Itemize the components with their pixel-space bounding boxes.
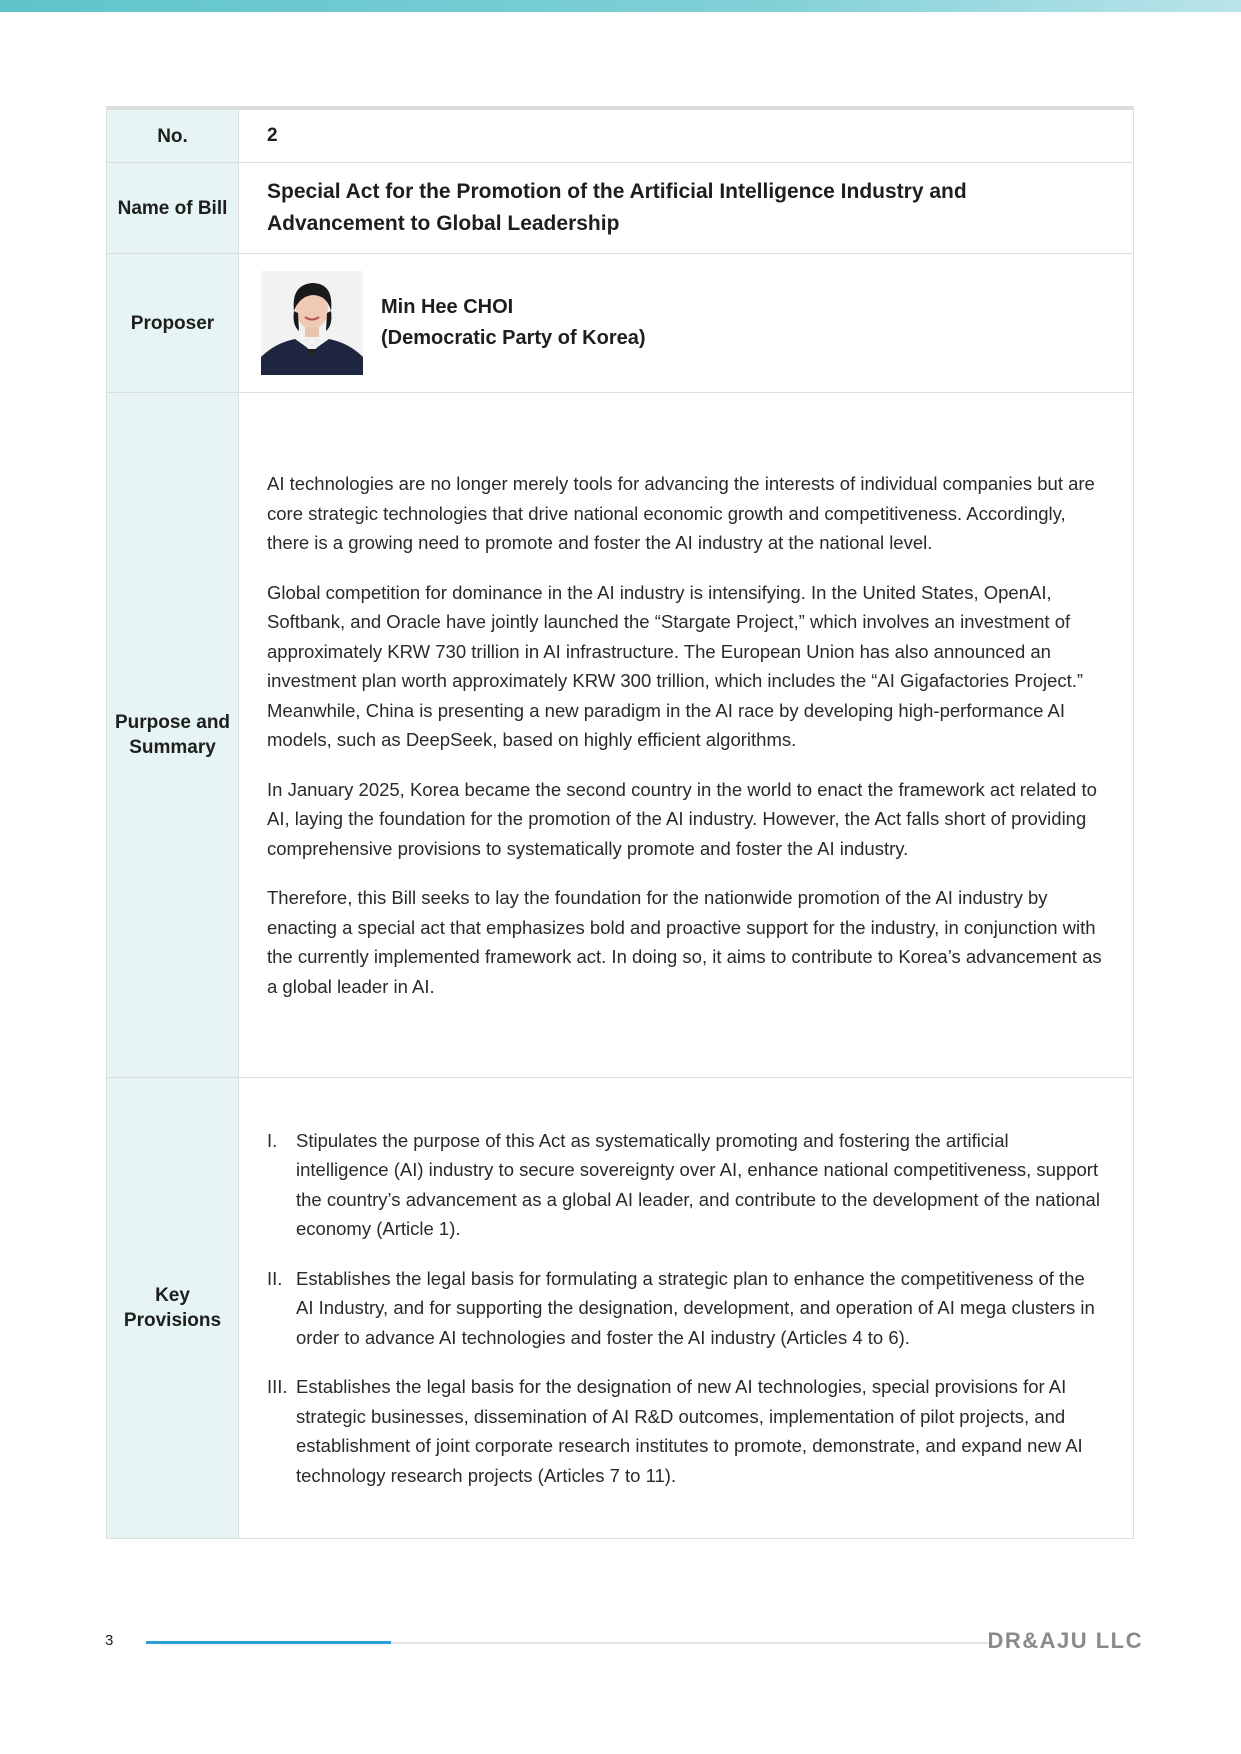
row-bill-name (107, 163, 1134, 254)
provision-number: I. (267, 1129, 278, 1151)
key-provisions-label: Key Provisions (107, 1078, 239, 1539)
number-label: No. (107, 108, 239, 163)
proposer-cell (239, 254, 1134, 393)
provision-item (267, 1126, 1105, 1244)
provision-text: Stipulates the purpose of this Act as systematically promoting and fostering the artificial intelligence (AI) industry to secure sovereignty over AI, enhance national competitiveness, support the country’s advancement as a global AI leader, and contribute to the development of the national economy (Article 1). (296, 1129, 1100, 1240)
bill-table (106, 106, 1134, 1539)
purpose-paragraph: AI technologies are no longer merely tools for advancing the interests of individual companies but are core strategic technologies that drive national economic growth and competitiveness. Accordingly, there is a growing need to promote and foster the AI industry at the national level. (267, 473, 1095, 553)
provision-number: II. (267, 1267, 283, 1289)
purpose-paragraph: Global competition for dominance in the AI industry is intensifying. In the United States, OpenAI, Softbank, and Oracle have jointly launched the “Stargate Project,” which involves an investment of approximately KRW 730 trillion in AI infrastructure. The European Union has also announced an investment plan worth approximately KRW 300 trillion, which includes the “AI Gigafactories Project.” Meanwhile, China is presenting a new paradigm in the AI race by developing high-performance AI models, such as DeepSeek, based on highly efficient algorithms. (267, 581, 1084, 750)
number-value: 2 (267, 125, 278, 146)
proposer-name: Min Hee CHOI (381, 296, 514, 318)
provision-item (267, 1264, 1105, 1353)
footer-progress-bar (146, 1641, 391, 1644)
purpose-paragraph: In January 2025, Korea became the second country in the world to enact the framework act related to AI, laying the foundation for the promotion of the AI industry. However, the Act falls short of providing comprehensive provisions to systematically promote and foster the AI industry. (267, 778, 1097, 859)
row-key-provisions (107, 1078, 1134, 1539)
provision-text: Establishes the legal basis for formulating a strategic plan to enhance the competitiveness of the AI Industry, and for supporting the designation, development, and operation of AI mega clusters in order to advance AI technologies and foster the AI industry (Articles 4 to 6). (296, 1267, 1095, 1348)
provision-item (267, 1372, 1105, 1490)
row-number (107, 108, 1134, 163)
bill-name-cell (239, 163, 1134, 254)
row-purpose-summary (107, 393, 1134, 1078)
top-accent-bar (0, 0, 1241, 12)
purpose-paragraph: Therefore, this Bill seeks to lay the foundation for the nationwide promotion of the AI industry by enacting a special act that emphasizes bold and proactive support for the industry, in conjunction with the currently implemented framework act. In doing so, it aims to contribute to Korea’s advancement as a global leader in AI. (267, 887, 1102, 997)
proposer-party: (Democratic Party of Korea) (381, 327, 646, 349)
proposer-label: Proposer (107, 254, 239, 393)
firm-logo: DR&AJU LLC (987, 1628, 1143, 1653)
proposer-text (381, 292, 646, 354)
bill-name-value: Special Act for the Promotion of the Artificial Intelligence Industry and Advancement to Global Leadership (267, 180, 967, 235)
bill-name-label: Name of Bill (107, 163, 239, 254)
key-provisions-cell (239, 1078, 1134, 1539)
proposer-block (261, 271, 1105, 375)
proposer-photo (261, 271, 363, 375)
provision-number: III. (267, 1376, 288, 1398)
number-value-cell (239, 108, 1134, 163)
provision-text: Establishes the legal basis for the designation of new AI technologies, special provisions for AI strategic businesses, dissemination of AI R&D outcomes, implementation of pilot projects, and establishment of joint corporate research institutes to promote, demonstrate, and expand new AI technology research projects (Articles 7 to 11). (296, 1376, 1083, 1486)
purpose-cell (239, 393, 1134, 1078)
page-number: 3 (105, 1632, 114, 1649)
provisions-list (267, 1126, 1105, 1491)
row-proposer (107, 254, 1134, 393)
purpose-label: Purpose and Summary (107, 393, 239, 1078)
